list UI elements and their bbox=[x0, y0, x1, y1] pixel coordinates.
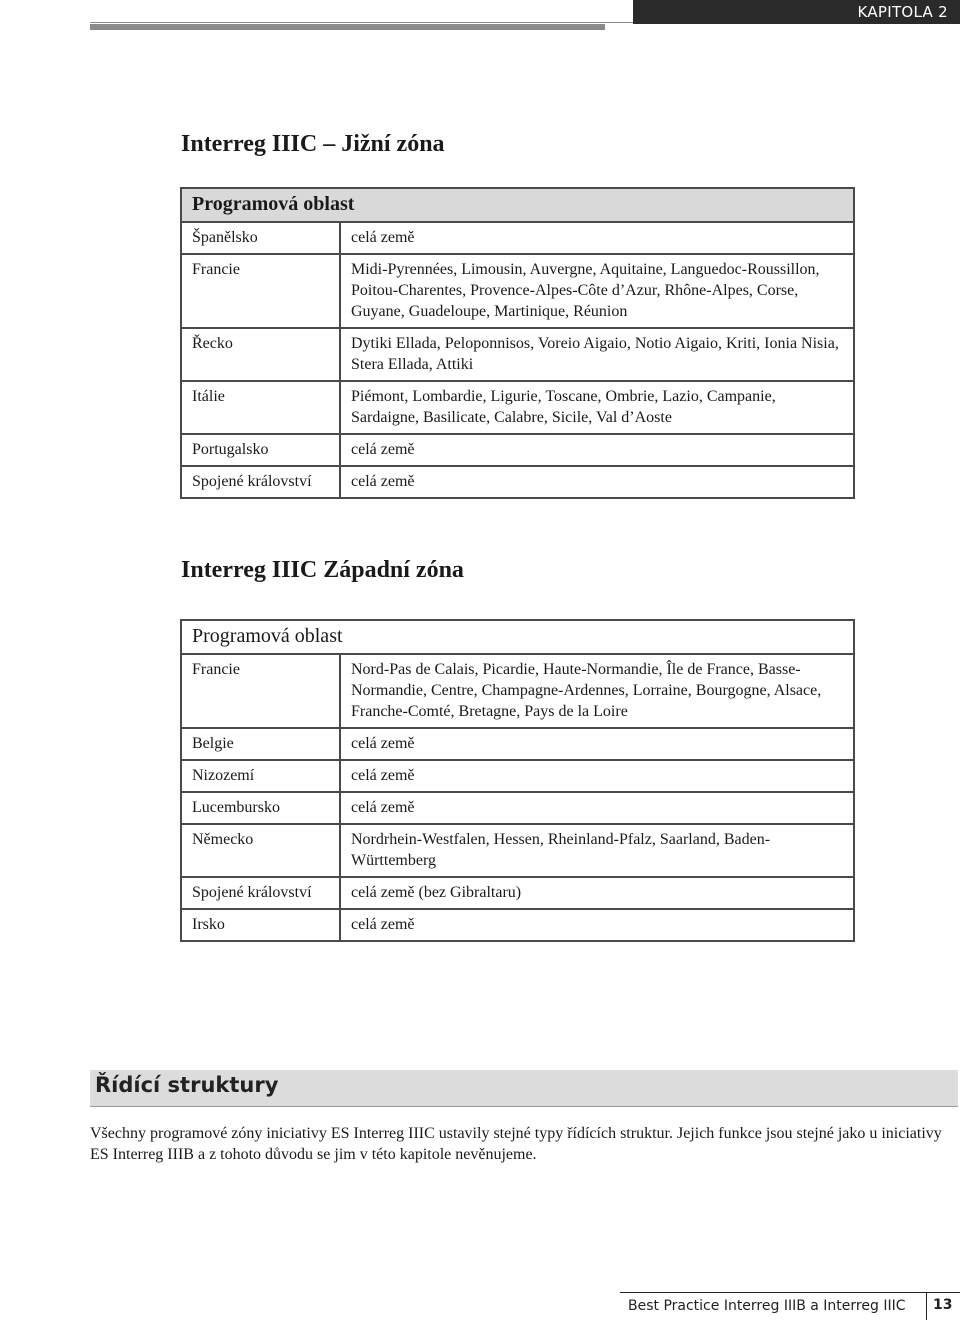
area-cell: Midi-Pyrennées, Limousin, Auvergne, Aquitaine, Languedoc-Roussillon, Poitou-Charentes, Provence-Alpes-Côte d’Azur, Rhône-Alpes, Corse, Guyane, Guadeloupe, Martinique, Réunion bbox=[340, 254, 854, 328]
table-row bbox=[181, 760, 854, 792]
area-cell: Nordrhein-Westfalen, Hessen, Rheinland-Pfalz, Saarland, Baden-Württemberg bbox=[340, 824, 854, 877]
table-row bbox=[181, 434, 854, 466]
south-zone-table bbox=[180, 187, 855, 499]
header-rule bbox=[90, 22, 635, 23]
page-number: 13 bbox=[933, 1297, 953, 1313]
table-row bbox=[181, 328, 854, 381]
country-cell: Německo bbox=[181, 824, 340, 877]
area-cell: celá země bbox=[340, 792, 854, 824]
table-row bbox=[181, 728, 854, 760]
table-row bbox=[181, 222, 854, 254]
area-cell: celá země bbox=[340, 760, 854, 792]
area-cell: celá země (bez Gibraltaru) bbox=[340, 877, 854, 909]
area-cell: Nord-Pas de Calais, Picardie, Haute-Normandie, Île de France, Basse-Normandie, Centre, Champagne-Ardennes, Lorraine, Bourgogne, Alsace, Franche-Comté, Bretagne, Pays de la Loire bbox=[340, 654, 854, 728]
chapter-label: KAPITOLA 2 bbox=[633, 0, 960, 24]
footer-divider bbox=[926, 1292, 927, 1320]
country-cell: Francie bbox=[181, 254, 340, 328]
area-cell: celá země bbox=[340, 728, 854, 760]
area-cell: celá země bbox=[340, 466, 854, 498]
area-cell: Dytiki Ellada, Peloponnisos, Voreio Aigaio, Notio Aigaio, Kriti, Ionia Nisia, Stera Ellada, Attiki bbox=[340, 328, 854, 381]
country-cell: Nizozemí bbox=[181, 760, 340, 792]
country-cell: Lucembursko bbox=[181, 792, 340, 824]
country-cell: Francie bbox=[181, 654, 340, 728]
south-zone-table-header: Programová oblast bbox=[181, 188, 854, 222]
country-cell: Itálie bbox=[181, 381, 340, 434]
country-cell: Portugalsko bbox=[181, 434, 340, 466]
area-cell: celá země bbox=[340, 222, 854, 254]
country-cell: Řecko bbox=[181, 328, 340, 381]
table-row bbox=[181, 824, 854, 877]
west-zone-table-header: Programová oblast bbox=[181, 620, 854, 654]
table-row bbox=[181, 466, 854, 498]
management-heading: Řídící struktury bbox=[95, 1073, 279, 1097]
table-row bbox=[181, 877, 854, 909]
country-cell: Belgie bbox=[181, 728, 340, 760]
country-cell: Spojené království bbox=[181, 466, 340, 498]
south-zone-title: Interreg IIIC – Jižní zóna bbox=[181, 131, 445, 157]
header-bar bbox=[90, 24, 605, 30]
footer-rule bbox=[620, 1292, 960, 1293]
table-row bbox=[181, 254, 854, 328]
footer-title: Best Practice Interreg IIIB a Interreg IIIC bbox=[628, 1298, 906, 1314]
table-row bbox=[181, 381, 854, 434]
table-row bbox=[181, 792, 854, 824]
country-cell: Irsko bbox=[181, 909, 340, 941]
west-zone-title: Interreg IIIC Západní zóna bbox=[181, 557, 464, 583]
west-zone-table bbox=[180, 619, 855, 942]
table-row bbox=[181, 654, 854, 728]
area-cell: celá země bbox=[340, 434, 854, 466]
management-paragraph: Všechny programové zóny iniciativy ES Interreg IIIC ustavily stejné typy řídících struktur. Jejich funkce jsou stejné jako u iniciativy ES Interreg IIIB a z tohoto důvodu se jim v této kapitole nevěnujeme. bbox=[90, 1125, 942, 1163]
table-row bbox=[181, 909, 854, 941]
country-cell: Spojené království bbox=[181, 877, 340, 909]
area-cell: Piémont, Lombardie, Ligurie, Toscane, Ombrie, Lazio, Campanie, Sardaigne, Basilicate, Calabre, Sicile, Val d’Aoste bbox=[340, 381, 854, 434]
country-cell: Španělsko bbox=[181, 222, 340, 254]
area-cell: celá země bbox=[340, 909, 854, 941]
